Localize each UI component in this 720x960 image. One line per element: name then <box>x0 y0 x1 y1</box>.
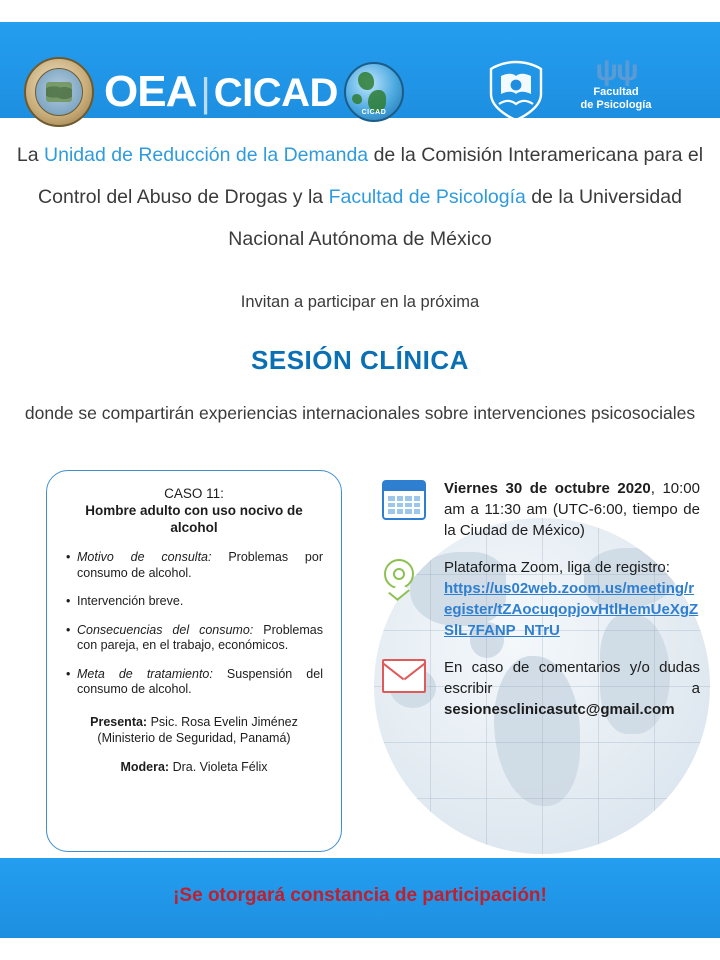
intro-paragraph <box>16 134 704 260</box>
oea-label: OEA <box>104 67 197 116</box>
case-item-text: Intervención breve. <box>77 594 184 608</box>
presenter-label: Presenta: <box>90 714 148 729</box>
event-time: , 10:00 am a 11:30 am (UTC-6:00, tiempo de la Ciudad de México) <box>444 480 700 539</box>
case-description-card <box>46 470 342 852</box>
case-item-label: Consecuencias del consumo: <box>77 622 254 637</box>
contact-text: En caso de comentarios y/o dudas escribir a <box>444 659 700 697</box>
platform-row <box>382 557 700 641</box>
contact-row <box>382 657 700 720</box>
intro-part1: La <box>16 144 45 166</box>
presenter-org: (Ministerio de Seguridad, Panamá) <box>97 730 291 745</box>
moderator-block <box>61 760 327 774</box>
intro-highlight-unidad: Unidad de Reducción de la Demanda <box>44 144 369 166</box>
psico-line1: Facultad <box>593 86 639 98</box>
header-band <box>0 22 720 118</box>
cicad-label: CICAD <box>213 71 338 115</box>
calendar-icon <box>382 480 430 528</box>
psico-line2: de Psicología <box>580 98 652 111</box>
list-item <box>77 550 323 581</box>
case-item-label: Motivo de consulta: <box>77 550 212 564</box>
location-pin-icon <box>382 559 430 607</box>
invitation-line: Invitan a participar en la próxima <box>240 293 480 311</box>
contact-email[interactable]: sesionesclinicasutc@gmail.com <box>444 701 675 718</box>
case-item-label: Meta de tratamiento: <box>77 666 213 681</box>
registration-link[interactable]: https://us02web.zoom.us/meeting/register/tZAocuqopjovHtlHemUeXgZSlL7FANP_NTrU <box>444 580 699 639</box>
unam-shield-icon <box>487 60 545 122</box>
oea-cicad-logo <box>24 54 404 130</box>
moderator-name: Dra. Violeta Félix <box>169 759 268 774</box>
contact-text-block <box>444 657 700 720</box>
case-item-text: Problemas con pareja, en el trabajo, económicos. <box>77 622 323 652</box>
envelope-icon <box>382 659 430 707</box>
case-item-text: Suspensión del consumo de alcohol. <box>77 666 323 696</box>
platform-text-block <box>444 557 700 641</box>
list-item <box>77 594 323 610</box>
case-title <box>61 485 327 536</box>
date-time-text <box>444 478 700 541</box>
event-details <box>382 478 700 736</box>
event-date: Viernes 30 de octubre 2020 <box>444 480 651 497</box>
presenter-block <box>61 714 327 746</box>
intro-highlight-facultad: Facultad de Psicología <box>328 186 526 208</box>
case-title-line2: Hombre adulto con uso nocivo de alcohol <box>85 503 303 535</box>
date-time-row <box>382 478 700 541</box>
intro-part2: de la Comisión Interamericana para el Control del Abuso de Drogas y la <box>38 144 704 208</box>
page-subtitle: donde se compartirán experiencias internacionales sobre intervenciones psicosociales <box>24 403 696 423</box>
list-item <box>77 623 323 654</box>
footer-note: ¡Se otorgará constancia de participación! <box>173 885 547 906</box>
oea-wordmark <box>104 67 338 116</box>
intro-part3: de la Universidad Nacional Autónoma de México <box>228 186 682 250</box>
platform-text: Plataforma Zoom, liga de registro: <box>444 559 670 576</box>
presenter-name: Psic. Rosa Evelin Jiménez <box>147 714 298 729</box>
psi-glyph-icon: ψψ <box>595 54 637 87</box>
moderator-label: Modera: <box>120 759 170 774</box>
case-title-line1: CASO 11: <box>164 486 224 501</box>
page-title: SESIÓN CLÍNICA <box>251 345 469 375</box>
logo-separator: | <box>200 71 210 115</box>
cicad-globe-caption: CICAD <box>361 109 387 116</box>
case-item-text: Problemas por consumo de alcohol. <box>77 550 323 580</box>
facultad-psicologia-logo <box>572 56 660 126</box>
oea-seal-icon <box>24 57 94 127</box>
case-bullet-list <box>61 550 327 698</box>
list-item <box>77 667 323 698</box>
cicad-globe-icon <box>344 62 404 122</box>
